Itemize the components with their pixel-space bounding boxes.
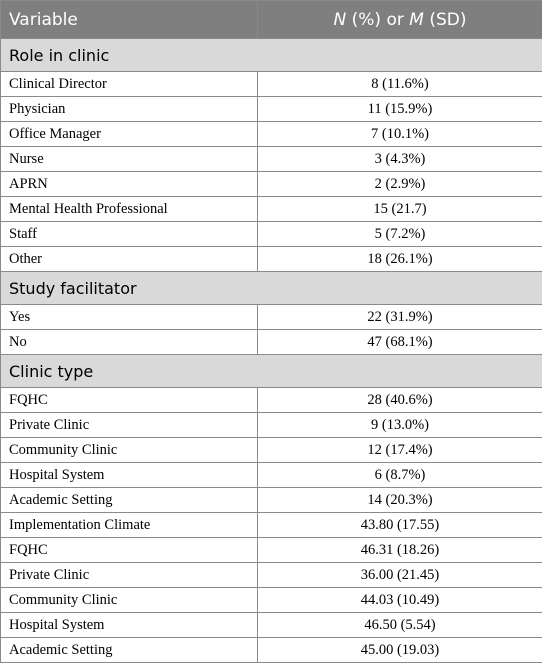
row-label: Community Clinic [1, 588, 258, 613]
row-value: 12 (17.4%) [258, 438, 542, 463]
table-row [1, 222, 542, 247]
header-row [1, 1, 542, 39]
row-value: 22 (31.9%) [258, 305, 542, 330]
row-label: Private Clinic [1, 413, 258, 438]
table-row [1, 563, 542, 588]
table-row [1, 588, 542, 613]
header-stat-mid: (%) or [346, 10, 409, 30]
row-value: 3 (4.3%) [258, 147, 542, 172]
row-label: Academic Setting [1, 638, 258, 663]
header-statistic [258, 1, 542, 39]
section-title: Clinic type [1, 355, 542, 388]
row-value: 46.31 (18.26) [258, 538, 542, 563]
row-label: Implementation Climate [1, 513, 258, 538]
table-row [1, 538, 542, 563]
row-value: 6 (8.7%) [258, 463, 542, 488]
row-label: Community Clinic [1, 438, 258, 463]
row-value: 46.50 (5.54) [258, 613, 542, 638]
table-row [1, 172, 542, 197]
row-value: 9 (13.0%) [258, 413, 542, 438]
table-row [1, 97, 542, 122]
row-label: Yes [1, 305, 258, 330]
row-value: 11 (15.9%) [258, 97, 542, 122]
header-stat-m: M [409, 10, 424, 30]
row-value: 47 (68.1%) [258, 330, 542, 355]
row-label: Mental Health Professional [1, 197, 258, 222]
row-value: 15 (21.7) [258, 197, 542, 222]
row-label: APRN [1, 172, 258, 197]
row-label: Nurse [1, 147, 258, 172]
row-value: 43.80 (17.55) [258, 513, 542, 538]
table-row [1, 438, 542, 463]
row-value: 8 (11.6%) [258, 72, 542, 97]
table-row [1, 613, 542, 638]
table-row [1, 463, 542, 488]
row-value: 18 (26.1%) [258, 247, 542, 272]
table-row [1, 413, 542, 438]
table-row [1, 197, 542, 222]
section-row [1, 355, 542, 388]
row-value: 2 (2.9%) [258, 172, 542, 197]
row-label: Office Manager [1, 122, 258, 147]
table-row [1, 122, 542, 147]
table-row [1, 638, 542, 663]
row-label: Private Clinic [1, 563, 258, 588]
table-row [1, 247, 542, 272]
table-row [1, 488, 542, 513]
section-row [1, 272, 542, 305]
row-label: Other [1, 247, 258, 272]
row-label: Academic Setting [1, 488, 258, 513]
header-stat-end: (SD) [424, 10, 467, 30]
section-title: Role in clinic [1, 39, 542, 72]
table-row [1, 305, 542, 330]
header-stat-n: N [334, 10, 347, 30]
row-value: 5 (7.2%) [258, 222, 542, 247]
row-value: 36.00 (21.45) [258, 563, 542, 588]
row-label: Clinical Director [1, 72, 258, 97]
row-label: FQHC [1, 388, 258, 413]
table-row [1, 147, 542, 172]
row-value: 28 (40.6%) [258, 388, 542, 413]
row-label: Physician [1, 97, 258, 122]
row-value: 44.03 (10.49) [258, 588, 542, 613]
row-label: Staff [1, 222, 258, 247]
row-label: FQHC [1, 538, 258, 563]
table-row [1, 388, 542, 413]
row-value: 7 (10.1%) [258, 122, 542, 147]
section-title: Study facilitator [1, 272, 542, 305]
row-label: No [1, 330, 258, 355]
table-row [1, 330, 542, 355]
row-label: Hospital System [1, 613, 258, 638]
row-value: 45.00 (19.03) [258, 638, 542, 663]
section-row [1, 39, 542, 72]
table-row [1, 513, 542, 538]
table-header [1, 1, 542, 39]
header-variable: Variable [1, 1, 258, 39]
table-row [1, 72, 542, 97]
table-body [1, 39, 542, 663]
row-label: Hospital System [1, 463, 258, 488]
row-value: 14 (20.3%) [258, 488, 542, 513]
